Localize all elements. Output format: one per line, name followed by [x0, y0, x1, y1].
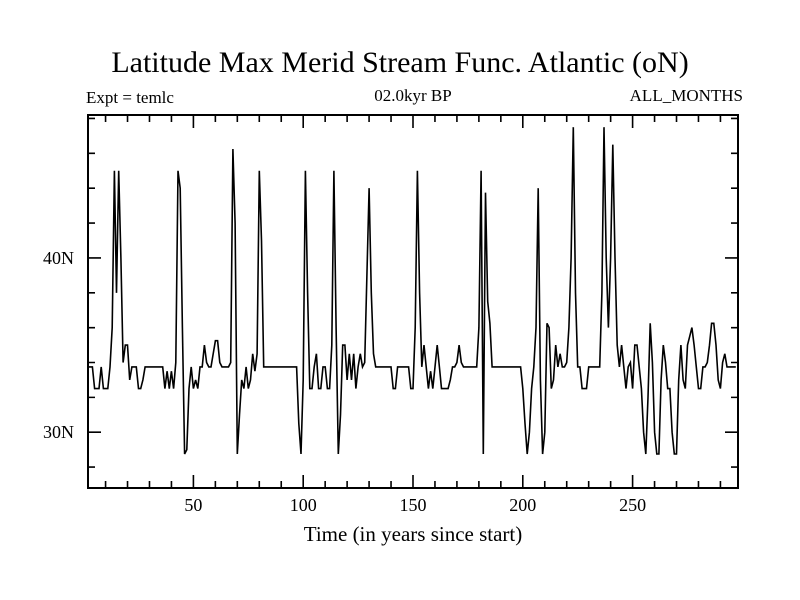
- x-axis-tick-label: 150: [399, 495, 427, 515]
- plot-frame: [88, 115, 738, 488]
- y-axis-tick-label: 30N: [43, 422, 74, 443]
- data-series-line: [88, 127, 736, 454]
- x-axis-tick-label: 100: [289, 495, 317, 515]
- x-axis-title: Time (in years since start): [303, 522, 523, 546]
- axis-ticks: [88, 115, 738, 488]
- time-period-label: 02.0kyr BP: [374, 86, 452, 105]
- y-axis-tick-label: 40N: [43, 247, 74, 268]
- x-axis-tick-label: 250: [619, 495, 647, 515]
- x-axis-tick-label: 50: [184, 495, 203, 515]
- months-label: ALL_MONTHS: [629, 86, 743, 105]
- experiment-label: Expt = temlc: [86, 88, 174, 107]
- x-axis-tick-label: 200: [509, 495, 537, 515]
- chart-title: Latitude Max Merid Stream Func. Atlantic (oN): [111, 46, 689, 79]
